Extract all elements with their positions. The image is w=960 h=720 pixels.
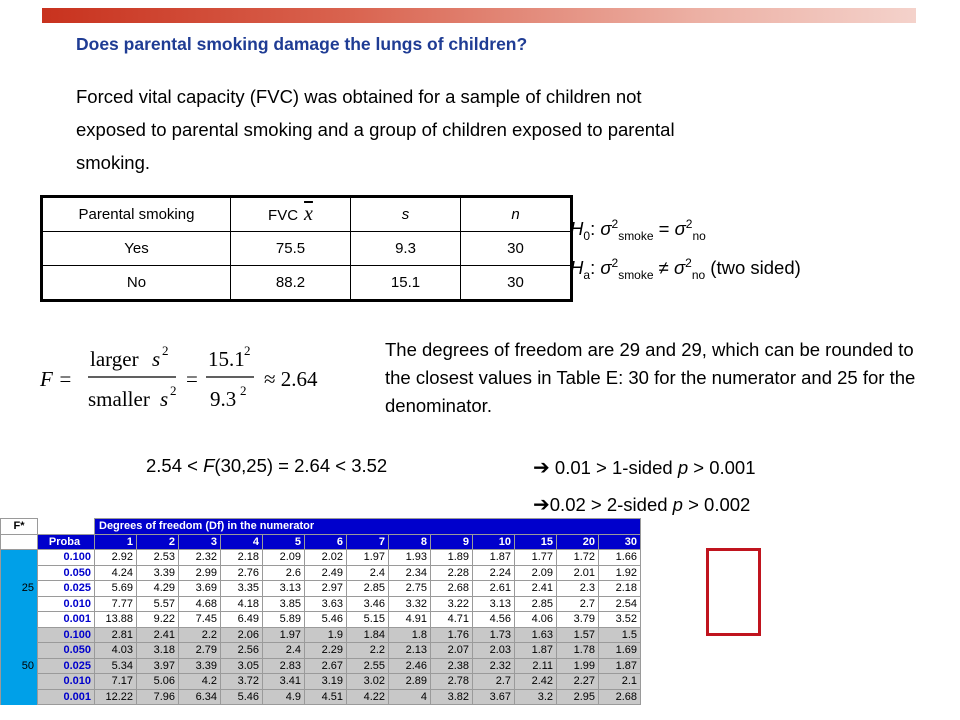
f-value-cell: 2.32 <box>179 550 221 566</box>
f-value-cell: 1.72 <box>557 550 599 566</box>
ha-exp2: 2 <box>685 256 692 270</box>
f-value-cell: 4.22 <box>347 689 389 705</box>
f-value-cell: 1.63 <box>515 627 557 643</box>
f-value-cell: 2.41 <box>515 581 557 597</box>
df-numerator-4: 4 <box>221 534 263 550</box>
f-value-cell: 2.29 <box>305 643 347 659</box>
probability-cell: 0.050 <box>38 643 95 659</box>
formula-num-pow: 2 <box>162 343 169 358</box>
df-numerator-9: 9 <box>431 534 473 550</box>
df-numerator-8: 8 <box>389 534 431 550</box>
df-numerator-2: 2 <box>137 534 179 550</box>
f-value-cell: 3.13 <box>473 596 515 612</box>
f-value-cell: 3.19 <box>305 674 347 690</box>
f-value-cell: 2.99 <box>179 565 221 581</box>
header-s: s <box>351 197 461 232</box>
f-value-cell: 4.24 <box>95 565 137 581</box>
f-value-cell: 1.76 <box>431 627 473 643</box>
f-value-cell: 7.77 <box>95 596 137 612</box>
h0-symbol: H <box>570 218 584 240</box>
formula-den-val-pow: 2 <box>240 383 247 398</box>
f-value-cell: 1.57 <box>557 627 599 643</box>
f-value-cell: 2.76 <box>221 565 263 581</box>
f-statistic-formula <box>38 340 358 420</box>
f-value-cell: 3.35 <box>221 581 263 597</box>
f-value-cell: 4.71 <box>431 612 473 628</box>
f-value-cell: 7.45 <box>179 612 221 628</box>
formula-equals: = <box>186 367 198 391</box>
f-value-cell: 4.2 <box>179 674 221 690</box>
f-value-cell: 2.75 <box>389 581 431 597</box>
f-value-cell: 1.66 <box>599 550 641 566</box>
probability-cell: 0.010 <box>38 596 95 612</box>
f-value-cell: 4.91 <box>389 612 431 628</box>
df-numerator-20: 20 <box>557 534 599 550</box>
ha-sigma-smoke: σ <box>600 257 612 279</box>
pv1-a: 0.01 > 1-sided <box>549 457 678 478</box>
f-value-cell: 1.77 <box>515 550 557 566</box>
f-value-cell: 4 <box>389 689 431 705</box>
f-value-cell: 1.8 <box>389 627 431 643</box>
f-value-cell: 2.55 <box>347 658 389 674</box>
f-value-cell: 2.38 <box>431 658 473 674</box>
f-value-cell: 3.22 <box>431 596 473 612</box>
two-sided-pvalue <box>533 492 750 517</box>
f-value-cell: 2.07 <box>431 643 473 659</box>
ha-tail: (two sided) <box>705 257 801 279</box>
f-value-cell: 4.18 <box>221 596 263 612</box>
ha-grp-smoke: smoke <box>618 267 654 282</box>
df-denominator-cell <box>1 643 38 659</box>
f-table-corner: F* <box>1 519 38 535</box>
f-value-cell: 2.56 <box>221 643 263 659</box>
f-value-cell: 2.28 <box>431 565 473 581</box>
f-value-cell: 1.97 <box>263 627 305 643</box>
cell-mean: 75.5 <box>231 232 351 266</box>
ineq-left: 2.54 < <box>146 455 204 476</box>
f-value-cell: 2.6 <box>263 565 305 581</box>
f-value-cell: 2.06 <box>221 627 263 643</box>
f-value-cell: 2.46 <box>389 658 431 674</box>
h0-sigma-smoke: σ <box>600 218 612 240</box>
f-value-cell: 3.63 <box>305 596 347 612</box>
f-value-cell: 2.83 <box>263 658 305 674</box>
f-value-cell: 4.06 <box>515 612 557 628</box>
formula-num-val: 15.1 <box>208 347 245 371</box>
f-value-cell: 2.92 <box>95 550 137 566</box>
f-value-cell: 2.34 <box>389 565 431 581</box>
f-value-cell: 2.02 <box>305 550 347 566</box>
f-table-row <box>1 612 641 628</box>
f-value-cell: 3.02 <box>347 674 389 690</box>
df-denominator-cell <box>1 689 38 705</box>
f-value-cell: 5.89 <box>263 612 305 628</box>
f-value-cell: 2.68 <box>431 581 473 597</box>
cell-sd: 9.3 <box>351 232 461 266</box>
f-value-cell: 2.01 <box>557 565 599 581</box>
df-numerator-7: 7 <box>347 534 389 550</box>
pv2-b: > 0.002 <box>682 494 751 515</box>
one-sided-pvalue <box>533 455 756 480</box>
f-value-cell: 5.69 <box>95 581 137 597</box>
f-value-cell: 1.93 <box>389 550 431 566</box>
cell-group: Yes <box>42 232 231 266</box>
df-denominator-cell <box>1 565 38 581</box>
f-value-cell: 2.13 <box>389 643 431 659</box>
f-value-cell: 3.72 <box>221 674 263 690</box>
h0-subscript: 0 <box>583 228 591 243</box>
f-value-cell: 2.41 <box>137 627 179 643</box>
f-inequality <box>146 455 387 477</box>
f-value-cell: 1.89 <box>431 550 473 566</box>
f-value-cell: 2.32 <box>473 658 515 674</box>
f-table-row <box>1 658 641 674</box>
f-value-cell: 9.22 <box>137 612 179 628</box>
slide-title: Does parental smoking damage the lungs of children? <box>76 34 528 54</box>
cell-group: No <box>42 266 231 301</box>
h0-relation: = <box>653 218 675 240</box>
f-value-cell: 2.68 <box>599 689 641 705</box>
f-value-cell: 5.46 <box>305 612 347 628</box>
formula-den-word: smaller <box>88 387 150 411</box>
f-value-cell: 3.13 <box>263 581 305 597</box>
f-value-cell: 2.54 <box>599 596 641 612</box>
f-table-row <box>1 565 641 581</box>
f-value-cell: 3.32 <box>389 596 431 612</box>
h0-sigma-no: σ <box>674 218 686 240</box>
f-value-cell: 5.15 <box>347 612 389 628</box>
df-denominator-cell <box>1 612 38 628</box>
f-value-cell: 5.57 <box>137 596 179 612</box>
f-value-cell: 3.18 <box>137 643 179 659</box>
pv2-a: 0.02 > 2-sided <box>549 494 673 515</box>
h0-exp1: 2 <box>611 217 619 231</box>
ineq-mid: (30,25) = 2.64 < 3.52 <box>214 455 388 476</box>
df-denominator-cell: 25 <box>1 581 38 597</box>
df-numerator-5: 5 <box>263 534 305 550</box>
f-value-cell: 4.51 <box>305 689 347 705</box>
f-value-cell: 7.96 <box>137 689 179 705</box>
f-value-cell: 2.03 <box>473 643 515 659</box>
probability-cell: 0.100 <box>38 627 95 643</box>
f-critical-values-table <box>0 518 765 720</box>
f-table-grid <box>0 518 641 705</box>
f-value-cell: 2.42 <box>515 674 557 690</box>
f-value-cell: 1.69 <box>599 643 641 659</box>
f-table-row <box>1 643 641 659</box>
cell-n: 30 <box>461 232 572 266</box>
h0-sep: : <box>590 218 601 240</box>
f-value-cell: 5.34 <box>95 658 137 674</box>
f-value-cell: 2.85 <box>347 581 389 597</box>
header-xbar: $\overline{x}$ <box>304 203 313 225</box>
f-value-cell: 3.05 <box>221 658 263 674</box>
f-value-cell: 2.4 <box>263 643 305 659</box>
f-value-cell: 3.79 <box>557 612 599 628</box>
probability-cell: 0.025 <box>38 658 95 674</box>
f-value-cell: 3.85 <box>263 596 305 612</box>
f-value-cell: 1.97 <box>347 550 389 566</box>
alternative-hypothesis <box>570 256 801 282</box>
f-value-cell: 4.56 <box>473 612 515 628</box>
f-value-cell: 4.9 <box>263 689 305 705</box>
f-table-row <box>1 581 641 597</box>
f-value-cell: 7.17 <box>95 674 137 690</box>
f-value-cell: 2.09 <box>515 565 557 581</box>
f-table-row <box>1 674 641 690</box>
f-table-row <box>1 596 641 612</box>
f-value-cell: 2.3 <box>557 581 599 597</box>
probability-cell: 0.100 <box>38 550 95 566</box>
formula-den-val: 9.3 <box>210 387 237 411</box>
f-value-cell: 5.46 <box>221 689 263 705</box>
cell-sd: 15.1 <box>351 266 461 301</box>
f-value-cell: 2.67 <box>305 658 347 674</box>
df-denominator-cell: 50 <box>1 658 38 674</box>
f-value-cell: 2.97 <box>305 581 347 597</box>
stats-row-no <box>42 266 572 301</box>
arrow-icon: ➔ <box>533 494 550 516</box>
header-fvc <box>231 197 351 232</box>
probability-cell: 0.025 <box>38 581 95 597</box>
f-value-cell: 2.7 <box>473 674 515 690</box>
df-denominator-cell <box>1 674 38 690</box>
title-accent-bar <box>42 8 916 23</box>
cell-n: 30 <box>461 266 572 301</box>
f-table-df-row <box>1 534 641 550</box>
f-value-cell: 3.41 <box>263 674 305 690</box>
ha-relation: ≠ <box>653 257 674 279</box>
f-value-cell: 12.22 <box>95 689 137 705</box>
ha-exp1: 2 <box>611 256 619 270</box>
header-parental-smoking: Parental smoking <box>42 197 231 232</box>
f-value-cell: 2.95 <box>557 689 599 705</box>
header-n: n <box>461 197 572 232</box>
f-table-row <box>1 627 641 643</box>
f-value-cell: 2.18 <box>221 550 263 566</box>
formula-approx: ≈ 2.64 <box>264 367 318 391</box>
f-value-cell: 1.99 <box>557 658 599 674</box>
f-value-cell: 3.82 <box>431 689 473 705</box>
f-value-cell: 2.09 <box>263 550 305 566</box>
ineq-f: F <box>203 455 215 476</box>
summary-stats-table <box>40 195 573 302</box>
formula-num-word: larger <box>90 347 139 371</box>
stats-header-row <box>42 197 572 232</box>
f-value-cell: 1.87 <box>515 643 557 659</box>
formula-num-val-pow: 2 <box>244 343 251 358</box>
f-value-cell: 2.61 <box>473 581 515 597</box>
f-value-cell: 4.03 <box>95 643 137 659</box>
f-value-cell: 2.53 <box>137 550 179 566</box>
probability-cell: 0.001 <box>38 612 95 628</box>
probability-cell: 0.050 <box>38 565 95 581</box>
f-value-cell: 2.89 <box>389 674 431 690</box>
f-table-blank <box>38 519 95 535</box>
h0-exp2: 2 <box>685 217 693 231</box>
f-value-cell: 1.84 <box>347 627 389 643</box>
probability-cell: 0.010 <box>38 674 95 690</box>
f-value-cell: 1.78 <box>557 643 599 659</box>
f-value-cell: 2.78 <box>431 674 473 690</box>
f-value-cell: 13.88 <box>95 612 137 628</box>
f-table-proba-label: Proba <box>38 534 95 550</box>
f-table-title-row <box>1 519 641 535</box>
f-value-cell: 3.52 <box>599 612 641 628</box>
f-value-cell: 2.2 <box>347 643 389 659</box>
f-value-cell: 3.69 <box>179 581 221 597</box>
f-value-cell: 3.46 <box>347 596 389 612</box>
f-value-cell: 1.73 <box>473 627 515 643</box>
f-value-cell: 1.9 <box>305 627 347 643</box>
pv2-p: p <box>672 494 683 515</box>
df-numerator-6: 6 <box>305 534 347 550</box>
f-value-cell: 3.97 <box>137 658 179 674</box>
f-value-cell: 2.79 <box>179 643 221 659</box>
cell-mean: 88.2 <box>231 266 351 301</box>
f-value-cell: 6.49 <box>221 612 263 628</box>
f-value-cell: 2.7 <box>557 596 599 612</box>
df-numerator-1: 1 <box>95 534 137 550</box>
f-value-cell: 2.24 <box>473 565 515 581</box>
formula-den-var: s <box>160 387 169 411</box>
f-value-cell: 1.92 <box>599 565 641 581</box>
df-numerator-10: 10 <box>473 534 515 550</box>
formula-num-var: s <box>152 347 161 371</box>
f-value-cell: 1.5 <box>599 627 641 643</box>
f-value-cell: 2.1 <box>599 674 641 690</box>
f-value-cell: 4.29 <box>137 581 179 597</box>
highlight-box <box>706 548 761 636</box>
f-value-cell: 2.11 <box>515 658 557 674</box>
f-value-cell: 2.85 <box>515 596 557 612</box>
f-value-cell: 2.81 <box>95 627 137 643</box>
ha-grp-no: no <box>691 267 706 282</box>
f-value-cell: 2.4 <box>347 565 389 581</box>
pv1-p: p <box>677 457 689 478</box>
f-table-corner-blank <box>1 534 38 550</box>
formula-den-pow: 2 <box>170 383 177 398</box>
f-value-cell: 1.87 <box>599 658 641 674</box>
f-table-row <box>1 689 641 705</box>
f-value-cell: 3.39 <box>137 565 179 581</box>
f-value-cell: 3.67 <box>473 689 515 705</box>
degrees-of-freedom-text: The degrees of freedom are 29 and 29, which can be rounded to the closest values in Table E: 30 for the numerator and 25 for the denominator. <box>385 339 916 416</box>
f-value-cell: 5.06 <box>137 674 179 690</box>
null-hypothesis <box>570 217 706 243</box>
f-value-cell: 2.27 <box>557 674 599 690</box>
f-value-cell: 1.87 <box>473 550 515 566</box>
f-value-cell: 6.34 <box>179 689 221 705</box>
stats-row-yes <box>42 232 572 266</box>
f-value-cell: 2.49 <box>305 565 347 581</box>
f-value-cell: 2.2 <box>179 627 221 643</box>
df-numerator-3: 3 <box>179 534 221 550</box>
arrow-icon: ➔ <box>533 457 550 479</box>
header-fvc-label: FVC <box>268 207 299 224</box>
df-numerator-15: 15 <box>515 534 557 550</box>
pv1-b: > 0.001 <box>688 457 756 478</box>
ha-sigma-no: σ <box>673 257 686 279</box>
f-value-cell: 2.18 <box>599 581 641 597</box>
df-denominator-cell <box>1 596 38 612</box>
f-value-cell: 3.2 <box>515 689 557 705</box>
h0-grp-no: no <box>692 228 706 243</box>
df-denominator-cell <box>1 627 38 643</box>
f-value-cell: 4.68 <box>179 596 221 612</box>
h0-grp-smoke: smoke <box>618 228 654 243</box>
f-table-row <box>1 550 641 566</box>
intro-paragraph: Forced vital capacity (FVC) was obtained for a sample of children not exposed to parental smoking and a group of children exposed to parental smoking. <box>76 86 675 173</box>
ha-subscript: a <box>583 267 591 282</box>
formula-lhs: F = <box>40 367 73 391</box>
df-numerator-30: 30 <box>599 534 641 550</box>
probability-cell: 0.001 <box>38 689 95 705</box>
df-denominator-cell <box>1 550 38 566</box>
ha-sep: : <box>590 257 601 279</box>
f-value-cell: 3.39 <box>179 658 221 674</box>
ha-symbol: H <box>570 257 584 279</box>
f-table-header: Degrees of freedom (Df) in the numerator <box>95 519 641 535</box>
